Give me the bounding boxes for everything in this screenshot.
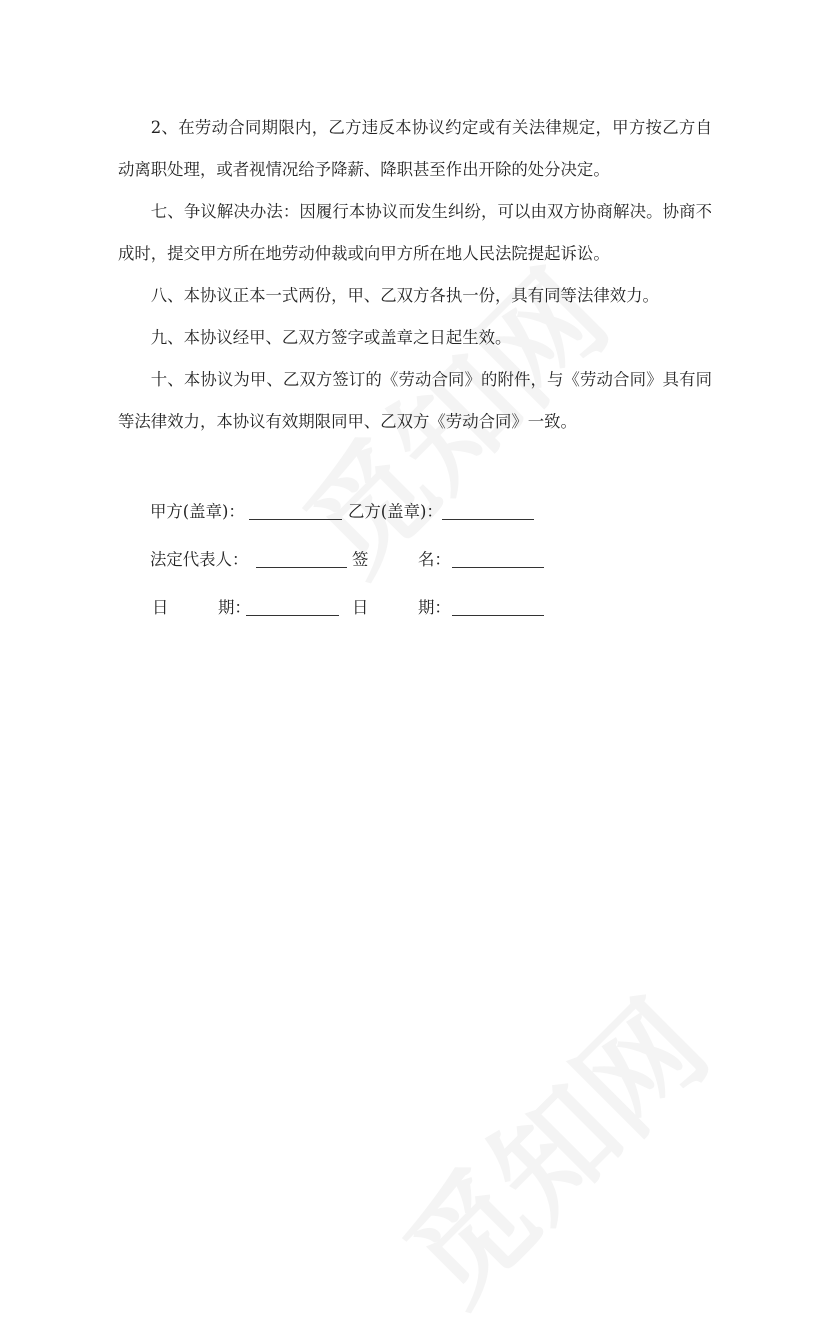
- party-a-seal-line: [249, 519, 342, 520]
- party-b-seal-line: [442, 519, 534, 520]
- date-b-label-char1: 日: [352, 598, 369, 617]
- legal-rep-label: 法定代表人：: [150, 550, 249, 569]
- clause-2: 2、在劳动合同期限内，乙方违反本协议约定或有关法律规定，甲方按乙方自动离职处理，或者视情况给予降薪、降职甚至作出开除的处分决定。: [118, 118, 712, 179]
- clause-8-copies: 八、本协议正本一式两份，甲、乙双方各执一份，具有同等法律效力。: [150, 286, 659, 305]
- legal-rep-line: [256, 567, 347, 568]
- date-a-line: [246, 615, 339, 616]
- signature-line: [452, 567, 544, 568]
- clause-9-effective: 九、本协议经甲、乙双方签字或盖章之日起生效。: [150, 328, 512, 347]
- signature-label-char2: 名：: [418, 550, 451, 569]
- clause-10-attachment: 十、本协议为甲、乙双方签订的《劳动合同》的附件，与《劳动合同》具有同等法律效力，本协议有效期限同甲、乙双方《劳动合同》一致。: [118, 370, 712, 431]
- party-b-seal-label: 乙方(盖章)：: [348, 502, 443, 521]
- date-a-label-char2: 期：: [218, 598, 251, 617]
- signature-label-char1: 签: [352, 550, 369, 569]
- party-a-seal-label: 甲方(盖章)：: [150, 502, 245, 521]
- date-a-label-char1: 日: [152, 598, 169, 617]
- date-b-label-char2: 期：: [418, 598, 451, 617]
- watermark: [362, 958, 738, 1334]
- date-b-line: [452, 615, 544, 616]
- clause-7-dispute: 七、争议解决办法：因履行本协议而发生纠纷，可以由双方协商解决。协商不成时，提交甲方所在地劳动仲裁或向甲方所在地人民法院提起诉讼。: [118, 202, 712, 263]
